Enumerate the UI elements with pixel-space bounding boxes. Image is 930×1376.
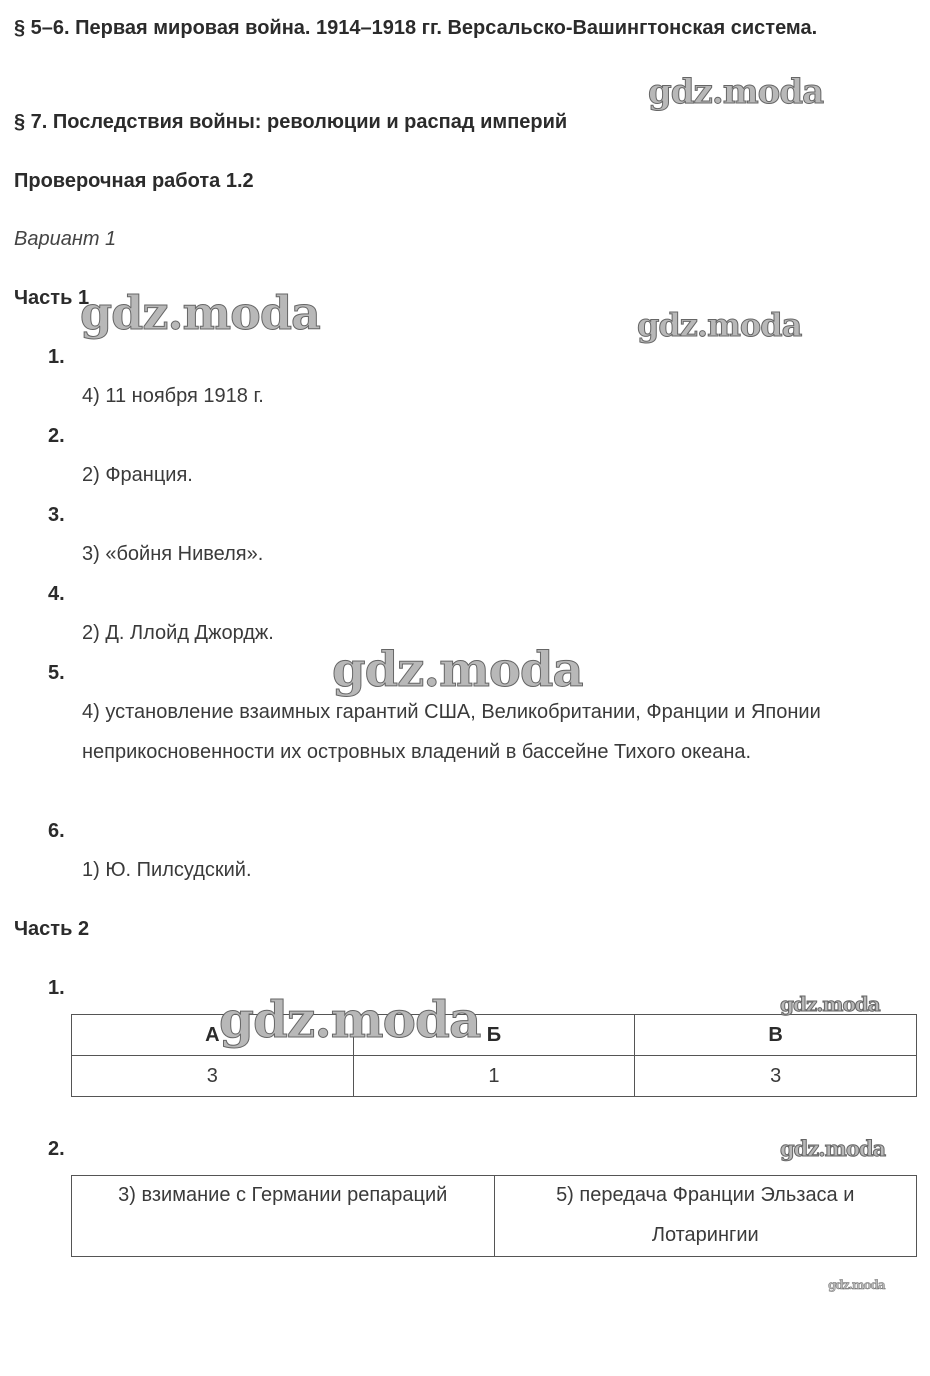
answer-table-q1 [71, 1014, 917, 1097]
table-header: Б [353, 1015, 635, 1056]
answer-text: 2) Д. Ллойд Джордж. [82, 622, 274, 644]
watermark-logo: gdz.moda [637, 306, 802, 344]
table-cell: 3) взимание с Германии репараций [72, 1176, 495, 1257]
section-7-heading: § 7. Последствия войны: революции и распад империй [14, 111, 568, 133]
question-number: 6. [48, 820, 65, 842]
table-cell: 3 [635, 1056, 917, 1097]
table-cell: 1 [353, 1056, 635, 1097]
watermark-logo: gdz.moda [780, 1136, 886, 1161]
answer-table-q2 [71, 1175, 917, 1257]
watermark-logo: gdz.moda [219, 990, 481, 1049]
question-number: 3. [48, 504, 65, 526]
test-title: Проверочная работа 1.2 [14, 170, 254, 192]
table-cell: 5) передача Франции Эльзаса и Лотарингии [494, 1176, 917, 1257]
watermark-logo: gdz.moda [828, 1278, 885, 1292]
answer-text: 4) установление взаимных гарантий США, Великобритании, Франции и Японии неприкосновенности их островных владений в бассейне Тихого океана. [82, 701, 821, 763]
answer-text: 4) 11 ноября 1918 г. [82, 385, 264, 407]
question-number: 2. [48, 425, 65, 447]
answer-text: 3) «бойня Нивеля». [82, 543, 264, 565]
answer-text: 1) Ю. Пилсудский. [82, 859, 252, 881]
answer-text: 2) Франция. [82, 464, 193, 486]
watermark-logo: gdz.moda [332, 642, 583, 698]
watermark-logo: gdz.moda [648, 72, 824, 112]
table-header: В [635, 1015, 917, 1056]
question-number: 2. [48, 1138, 65, 1160]
question-number: 4. [48, 583, 65, 605]
question-number: 1. [48, 977, 65, 999]
question-number: 5. [48, 662, 65, 684]
question-number: 1. [48, 346, 65, 368]
watermark-logo: gdz.moda [80, 286, 320, 340]
table-cell: 3 [72, 1056, 354, 1097]
part2-heading: Часть 2 [14, 918, 90, 940]
section-5-6-heading: § 5–6. Первая мировая война. 1914–1918 гг. Версальско-Вашингтонская система. [14, 17, 818, 39]
table-header: А [72, 1015, 354, 1056]
variant-label: Вариант 1 [14, 228, 117, 250]
part1-heading: Часть 1 [14, 287, 90, 309]
watermark-logo: gdz.moda [780, 992, 880, 1016]
